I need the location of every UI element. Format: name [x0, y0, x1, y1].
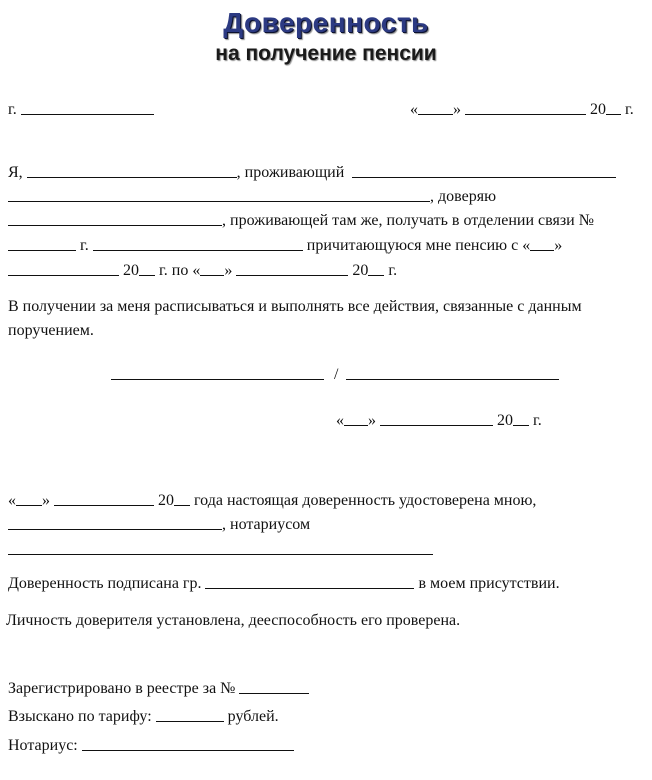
document-title: Доверенность	[223, 7, 429, 38]
from-year-blank[interactable]	[139, 261, 155, 276]
sign-date-line	[336, 411, 542, 431]
address-blank-1[interactable]	[352, 163, 616, 178]
identity-line: Личность доверителя установлена, дееспособность его проверена.	[6, 612, 461, 629]
notary-office-blank[interactable]	[8, 540, 433, 555]
principal-name-blank[interactable]	[27, 163, 237, 178]
notary-day-blank[interactable]	[16, 491, 42, 506]
residing-text: , проживающий	[236, 164, 345, 181]
signature-separator: /	[334, 366, 339, 383]
body-line-1	[8, 163, 616, 183]
notary-year-blank[interactable]	[174, 491, 190, 506]
to-year-prefix: 20	[352, 262, 369, 279]
residing-same-text: , проживающей там же, получать в отделении связи №	[222, 212, 594, 229]
year-from-text: г. по «	[159, 262, 201, 279]
notary-close-quote: »	[42, 492, 50, 509]
fee-suffix: рублей.	[227, 708, 279, 725]
notary-month-blank[interactable]	[54, 491, 154, 506]
place-line	[8, 100, 154, 120]
day-blank[interactable]	[418, 100, 453, 115]
signature-decode-blank[interactable]	[346, 365, 559, 380]
notary-signature-blank[interactable]	[82, 736, 294, 751]
post-city-prefix: г.	[80, 237, 89, 254]
authority-line-1: В получении за меня расписываться и выполнять все действия, связанные с данным	[8, 298, 582, 315]
document-subtitle: на получение пенсии	[215, 42, 437, 65]
post-city-blank[interactable]	[93, 236, 303, 251]
year-suffix: г.	[625, 101, 634, 118]
sign-date-open-quote: «	[336, 412, 344, 429]
body-line-3	[8, 211, 594, 231]
entrust-text: , доверяю	[430, 188, 497, 205]
fee-amount-blank[interactable]	[156, 707, 224, 722]
fee-prefix: Взыскано по тарифу:	[8, 708, 152, 725]
body-line-2	[8, 187, 496, 207]
trustee-name-blank[interactable]	[8, 211, 222, 226]
to-year-suffix: г.	[388, 262, 398, 279]
year-blank[interactable]	[606, 100, 621, 115]
signed-by-suffix: в моем присутствии.	[418, 575, 560, 592]
from-year-prefix: 20	[123, 262, 139, 279]
notary-signature-line	[8, 736, 294, 756]
to-year-blank[interactable]	[368, 261, 384, 276]
sign-year-blank[interactable]	[513, 411, 529, 426]
signature-blank[interactable]	[111, 365, 324, 380]
date-open-quote: «	[410, 101, 418, 118]
notary-name-blank[interactable]	[8, 515, 222, 530]
registry-number-blank[interactable]	[239, 679, 309, 694]
address-blank-2[interactable]	[8, 187, 430, 202]
body-line-5	[8, 261, 397, 281]
city-blank[interactable]	[21, 100, 154, 115]
authority-line-2: поручением.	[8, 322, 94, 339]
month-blank[interactable]	[465, 100, 586, 115]
notary-year-prefix: 20	[158, 492, 174, 509]
from-day-blank[interactable]	[530, 236, 554, 251]
ya-text: Я,	[8, 164, 23, 181]
signature-line	[111, 365, 559, 385]
sign-year-prefix: 20	[497, 412, 513, 429]
sign-date-close-quote: »	[368, 412, 376, 429]
signed-by-prefix: Доверенность подписана гр.	[8, 575, 202, 592]
pension-due-text: причитающуюся мне пенсию с «	[306, 237, 531, 254]
date-close-quote: »	[453, 101, 461, 118]
notary-label: Нотариус:	[8, 737, 78, 754]
notary-open-quote: «	[8, 492, 16, 509]
signed-by-line	[8, 574, 560, 594]
sign-day-blank[interactable]	[344, 411, 368, 426]
notary-word: , нотариусом	[222, 516, 311, 533]
registry-line	[8, 679, 309, 699]
post-office-number-blank[interactable]	[8, 236, 76, 251]
notary-line-3	[8, 540, 433, 560]
body-line-4	[8, 236, 562, 256]
year-prefix: 20	[590, 101, 606, 118]
to-day-blank[interactable]	[200, 261, 224, 276]
to-close-quote: »	[224, 262, 233, 279]
from-month-blank[interactable]	[8, 261, 119, 276]
certified-text: года настоящая доверенность удостоверена мною,	[194, 492, 537, 509]
notary-line-2	[8, 515, 310, 535]
signer-name-blank[interactable]	[205, 574, 414, 589]
sign-month-blank[interactable]	[380, 411, 493, 426]
date-line	[410, 100, 634, 120]
to-month-blank[interactable]	[236, 261, 348, 276]
registry-text: Зарегистрировано в реестре за №	[8, 680, 236, 697]
city-prefix: г.	[8, 101, 17, 118]
sign-year-suffix: г.	[533, 412, 542, 429]
from-close-quote: »	[554, 237, 563, 254]
notary-line-1	[8, 491, 536, 511]
fee-line	[8, 707, 279, 727]
